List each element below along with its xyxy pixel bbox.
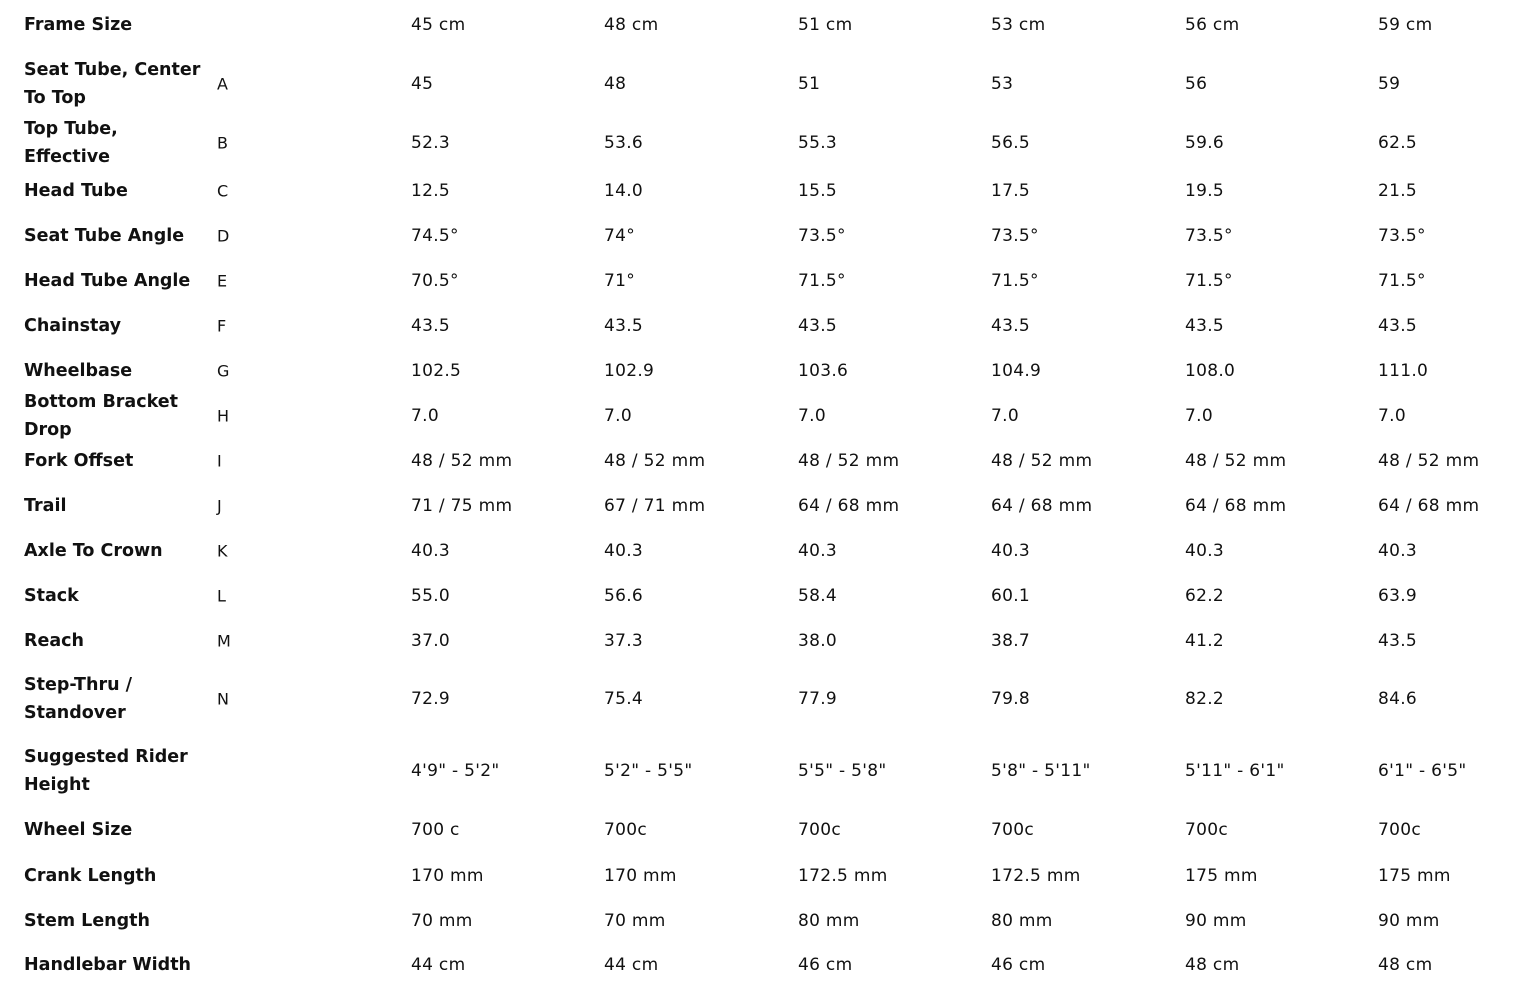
- row-label: Seat Tube Angle: [24, 225, 185, 246]
- row-letter: J: [217, 496, 223, 515]
- table-cell: 62.2: [1185, 585, 1225, 606]
- table-cell: 12.5: [411, 180, 451, 201]
- column-header: 53 cm: [991, 15, 1046, 35]
- table-cell: 7.0: [411, 405, 439, 426]
- geometry-table: [24, 0, 1524, 987]
- row-letter: H: [217, 406, 230, 425]
- table-cell: 175 mm: [1378, 865, 1451, 886]
- table-cell: 700c: [991, 820, 1034, 840]
- column-header: 48 cm: [604, 15, 659, 35]
- table-cell: 56.5: [991, 133, 1031, 153]
- table-cell: 74.5°: [411, 225, 459, 246]
- table-cell: 80 mm: [798, 910, 860, 931]
- table-cell: 19.5: [1185, 180, 1225, 201]
- table-cell: 59: [1378, 74, 1401, 94]
- row-label: Axle To Crown: [24, 540, 163, 561]
- table-cell: 7.0: [991, 405, 1019, 426]
- table-cell: 14.0: [604, 180, 644, 201]
- table-cell: 55.0: [411, 585, 451, 606]
- column-header: 45 cm: [411, 15, 466, 35]
- table-cell: 70.5°: [411, 270, 459, 291]
- table-row: [24, 168, 1524, 213]
- table-cell: 108.0: [1185, 360, 1236, 381]
- table-cell: 172.5 mm: [991, 865, 1081, 886]
- table-cell: 7.0: [604, 405, 632, 426]
- table-cell: 172.5 mm: [798, 865, 888, 886]
- table-cell: 62.5: [1378, 133, 1418, 153]
- row-letter: N: [217, 689, 230, 709]
- row-label: Trail: [24, 495, 67, 516]
- table-cell: 74°: [604, 225, 636, 246]
- table-cell: 21.5: [1378, 180, 1418, 201]
- table-cell: 56: [1185, 74, 1208, 94]
- table-row: [24, 807, 1524, 853]
- table-cell: 40.3: [991, 540, 1031, 561]
- row-label: Fork Offset: [24, 450, 134, 471]
- table-cell: 48 / 52 mm: [411, 450, 513, 471]
- table-cell: 46 cm: [798, 955, 853, 975]
- row-label: Head Tube: [24, 180, 128, 201]
- row-label: Bottom Bracket Drop: [24, 391, 178, 440]
- table-cell: 44 cm: [411, 955, 466, 975]
- table-cell: 75.4: [604, 689, 644, 709]
- table-row: [24, 213, 1524, 258]
- row-label: Frame Size: [24, 15, 133, 35]
- table-cell: 700c: [1185, 820, 1228, 840]
- column-header: 59 cm: [1378, 15, 1433, 35]
- row-letter: F: [217, 316, 227, 335]
- table-cell: 4'9" - 5'2": [411, 761, 500, 781]
- table-cell: 44 cm: [604, 955, 659, 975]
- table-cell: 170 mm: [604, 865, 677, 886]
- table-cell: 71.5°: [1185, 270, 1233, 291]
- row-letter: L: [217, 586, 227, 605]
- table-cell: 40.3: [411, 540, 451, 561]
- table-cell: 56.6: [604, 585, 644, 606]
- table-cell: 43.5: [991, 315, 1031, 336]
- table-cell: 48: [604, 74, 627, 94]
- table-cell: 43.5: [798, 315, 838, 336]
- row-letter: K: [217, 541, 228, 560]
- table-cell: 71.5°: [1378, 270, 1426, 291]
- table-cell: 48 / 52 mm: [991, 450, 1093, 471]
- table-cell: 90 mm: [1378, 910, 1440, 931]
- row-label: Chainstay: [24, 315, 122, 336]
- table-cell: 700c: [798, 820, 841, 840]
- row-label: Reach: [24, 630, 84, 651]
- table-cell: 46 cm: [991, 955, 1046, 975]
- table-cell: 70 mm: [411, 910, 473, 931]
- row-label: Wheelbase: [24, 360, 133, 381]
- table-cell: 80 mm: [991, 910, 1053, 931]
- table-cell: 82.2: [1185, 689, 1225, 709]
- table-cell: 64 / 68 mm: [1378, 495, 1480, 516]
- table-row: [24, 438, 1524, 483]
- table-cell: 104.9: [991, 360, 1042, 381]
- table-row: [24, 393, 1524, 438]
- table-cell: 71 / 75 mm: [411, 495, 513, 516]
- table-cell: 73.5°: [1378, 225, 1426, 246]
- table-row: [24, 118, 1524, 168]
- table-cell: 5'11" - 6'1": [1185, 761, 1285, 781]
- table-cell: 175 mm: [1185, 865, 1258, 886]
- table-cell: 48 / 52 mm: [798, 450, 900, 471]
- table-cell: 52.3: [411, 133, 451, 153]
- table-row: [24, 618, 1524, 663]
- row-label: Seat Tube, Center To Top: [24, 60, 201, 108]
- table-cell: 40.3: [1185, 540, 1225, 561]
- table-row: [24, 853, 1524, 898]
- table-row: [24, 898, 1524, 943]
- table-cell: 77.9: [798, 689, 838, 709]
- table-cell: 170 mm: [411, 865, 484, 886]
- table-cell: 84.6: [1378, 689, 1418, 709]
- table-row: [24, 258, 1524, 303]
- table-row: [24, 735, 1524, 807]
- table-cell: 67 / 71 mm: [604, 495, 706, 516]
- row-letter: A: [217, 74, 229, 94]
- row-label: Head Tube Angle: [24, 270, 191, 291]
- table-cell: 51: [798, 74, 821, 94]
- row-label: Top Tube, Effective: [24, 119, 118, 167]
- table-cell: 64 / 68 mm: [798, 495, 900, 516]
- table-cell: 43.5: [411, 315, 451, 336]
- table-row: [24, 573, 1524, 618]
- table-cell: 73.5°: [991, 225, 1039, 246]
- table-cell: 102.5: [411, 360, 462, 381]
- column-header: 56 cm: [1185, 15, 1240, 35]
- column-header: 51 cm: [798, 15, 853, 35]
- row-letter: E: [217, 271, 228, 290]
- table-cell: 5'5" - 5'8": [798, 761, 887, 781]
- table-cell: 37.0: [411, 630, 451, 651]
- table-row: [24, 348, 1524, 393]
- table-cell: 40.3: [604, 540, 644, 561]
- table-cell: 64 / 68 mm: [1185, 495, 1287, 516]
- table-row: [24, 50, 1524, 118]
- table-row: [24, 528, 1524, 573]
- table-cell: 60.1: [991, 585, 1031, 606]
- table-cell: 71°: [604, 270, 636, 291]
- table-cell: 73.5°: [1185, 225, 1233, 246]
- table-cell: 48 / 52 mm: [604, 450, 706, 471]
- row-label: Step-Thru / Standover: [24, 675, 133, 723]
- table-cell: 700 c: [411, 820, 460, 840]
- table-cell: 40.3: [798, 540, 838, 561]
- table-cell: 70 mm: [604, 910, 666, 931]
- table-cell: 43.5: [1378, 630, 1418, 651]
- table-cell: 59.6: [1185, 133, 1225, 153]
- table-cell: 73.5°: [798, 225, 846, 246]
- row-label: Wheel Size: [24, 820, 133, 840]
- table-cell: 48 cm: [1378, 955, 1433, 975]
- table-cell: 15.5: [798, 180, 838, 201]
- table-row: [24, 303, 1524, 348]
- table-row: [24, 483, 1524, 528]
- table-cell: 55.3: [798, 133, 838, 153]
- table-cell: 43.5: [1185, 315, 1225, 336]
- table-cell: 38.7: [991, 630, 1031, 651]
- table-cell: 6'1" - 6'5": [1378, 761, 1467, 781]
- row-label: Suggested Rider Height: [24, 747, 188, 795]
- table-cell: 103.6: [798, 360, 849, 381]
- row-label: Stack: [24, 585, 79, 606]
- table-cell: 700c: [604, 820, 647, 840]
- table-cell: 102.9: [604, 360, 655, 381]
- row-label: Handlebar Width: [24, 955, 192, 975]
- table-cell: 43.5: [1378, 315, 1418, 336]
- table-cell: 38.0: [798, 630, 838, 651]
- table-cell: 7.0: [798, 405, 826, 426]
- table-cell: 43.5: [604, 315, 644, 336]
- row-letter: C: [217, 181, 229, 200]
- row-label: Stem Length: [24, 910, 150, 931]
- header-row: [24, 0, 1524, 50]
- table-row: [24, 663, 1524, 735]
- table-cell: 71.5°: [991, 270, 1039, 291]
- table-cell: 111.0: [1378, 360, 1429, 381]
- row-letter: G: [217, 361, 230, 380]
- table-cell: 58.4: [798, 585, 838, 606]
- table-cell: 48 cm: [1185, 955, 1240, 975]
- row-letter: I: [217, 451, 223, 470]
- table-cell: 5'2" - 5'5": [604, 761, 693, 781]
- table-cell: 63.9: [1378, 585, 1418, 606]
- table-cell: 45: [411, 74, 434, 94]
- table-cell: 90 mm: [1185, 910, 1247, 931]
- table-cell: 37.3: [604, 630, 644, 651]
- table-cell: 64 / 68 mm: [991, 495, 1093, 516]
- row-letter: M: [217, 631, 232, 650]
- table-cell: 79.8: [991, 689, 1031, 709]
- table-cell: 48 / 52 mm: [1185, 450, 1287, 471]
- table-cell: 53: [991, 74, 1014, 94]
- table-row: [24, 943, 1524, 987]
- table-cell: 17.5: [991, 180, 1031, 201]
- row-letter: B: [217, 133, 229, 153]
- table-cell: 72.9: [411, 689, 451, 709]
- table-cell: 7.0: [1378, 405, 1406, 426]
- row-label: Crank Length: [24, 865, 157, 886]
- table-cell: 53.6: [604, 133, 644, 153]
- table-cell: 41.2: [1185, 630, 1225, 651]
- table-cell: 48 / 52 mm: [1378, 450, 1480, 471]
- table-cell: 5'8" - 5'11": [991, 761, 1091, 781]
- table-cell: 700c: [1378, 820, 1421, 840]
- table-cell: 7.0: [1185, 405, 1213, 426]
- table-cell: 71.5°: [798, 270, 846, 291]
- table-cell: 40.3: [1378, 540, 1418, 561]
- row-letter: D: [217, 226, 230, 245]
